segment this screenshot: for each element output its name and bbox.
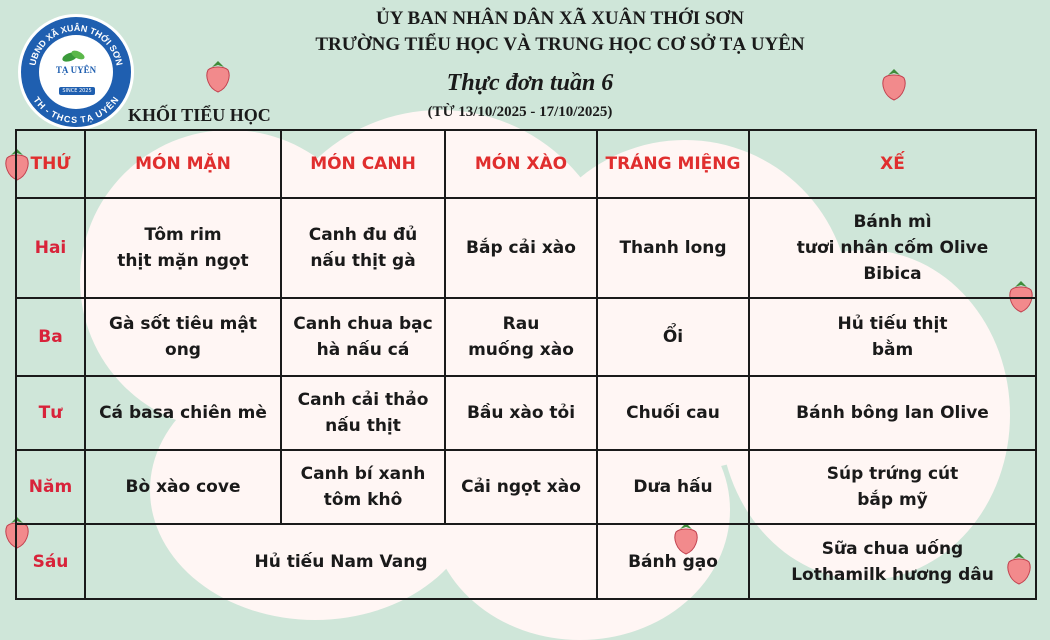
main-dish-cell: Cá basa chiên mè [85, 376, 281, 450]
soup-cell: Canh bí xanh tôm khô [281, 450, 445, 524]
strawberry-icon [879, 66, 909, 102]
dessert-cell: Bánh gạo [597, 524, 749, 599]
main-dish-cell: Tôm rim thịt mặn ngọt [85, 198, 281, 298]
stir-fry-cell: Bầu xào tỏi [445, 376, 597, 450]
grade-label: KHỐI TIỂU HỌC [128, 105, 271, 125]
col-header-stir-fry: MÓN XÀO [445, 130, 597, 198]
snack-cell: Bánh mì tươi nhân cốm Olive Bibica [749, 198, 1036, 298]
main-dish-cell: Gà sốt tiêu mật ong [85, 298, 281, 376]
day-cell: Sáu [16, 524, 85, 599]
table-row [16, 450, 1036, 524]
main-dish-cell: Bò xào cove [85, 450, 281, 524]
table-row [16, 524, 1036, 599]
soup-cell: Canh chua bạc hà nấu cá [281, 298, 445, 376]
col-header-day: THỨ [16, 130, 85, 198]
table-row [16, 376, 1036, 450]
snack-cell: Sữa chua uống Lothamilk hương dâu [749, 524, 1036, 599]
page-header [0, 0, 1050, 130]
dessert-cell: Thanh long [597, 198, 749, 298]
leaf-icon [61, 49, 87, 63]
col-header-soup: MÓN CANH [281, 130, 445, 198]
dessert-cell: Chuối cau [597, 376, 749, 450]
logo-name: TẠ UYÊN [55, 65, 97, 75]
stir-fry-cell: Cải ngọt xào [445, 450, 597, 524]
soup-cell: Canh đu đủ nấu thịt gà [281, 198, 445, 298]
menu-table [15, 129, 1037, 600]
day-cell: Tư [16, 376, 85, 450]
table-row [16, 198, 1036, 298]
stir-fry-cell: Rau muống xào [445, 298, 597, 376]
page-title: Thực đơn tuần 6 [446, 70, 614, 96]
table-row [16, 298, 1036, 376]
day-cell: Năm [16, 450, 85, 524]
logo-ring-bottom: TH - THCS TẠ UYÊN [31, 94, 121, 126]
dessert-cell: Ổi [597, 298, 749, 376]
snack-cell: Hủ tiếu thịt bằm [749, 298, 1036, 376]
col-header-dessert: TRÁNG MIỆNG [597, 130, 749, 198]
soup-cell: Canh cải thảo nấu thịt [281, 376, 445, 450]
logo-since: SINCE 2025 [59, 87, 95, 95]
logo-emblem [39, 35, 113, 109]
col-header-snack: XẾ [749, 130, 1036, 198]
strawberry-icon [203, 58, 233, 94]
merged-lunch-cell: Hủ tiếu Nam Vang [85, 524, 597, 599]
day-cell: Ba [16, 298, 85, 376]
school-logo [18, 14, 134, 130]
snack-cell: Súp trứng cút bắp mỹ [749, 450, 1036, 524]
snack-cell: Bánh bông lan Olive [749, 376, 1036, 450]
table-header-row [16, 130, 1036, 198]
stir-fry-cell: Bắp cải xào [445, 198, 597, 298]
date-range: (TỪ 13/10/2025 - 17/10/2025) [427, 104, 613, 120]
day-cell: Hai [16, 198, 85, 298]
school-name: TRƯỜNG TIỂU HỌC VÀ TRUNG HỌC CƠ SỞ TẠ UYÊN [315, 34, 805, 55]
col-header-main-dish: MÓN MẶN [85, 130, 281, 198]
logo-ring-top: UBND XÃ XUÂN THỚI SƠN [27, 22, 125, 67]
dessert-cell: Dưa hấu [597, 450, 749, 524]
authority-name: ỦY BAN NHÂN DÂN XÃ XUÂN THỚI SƠN [376, 8, 744, 29]
